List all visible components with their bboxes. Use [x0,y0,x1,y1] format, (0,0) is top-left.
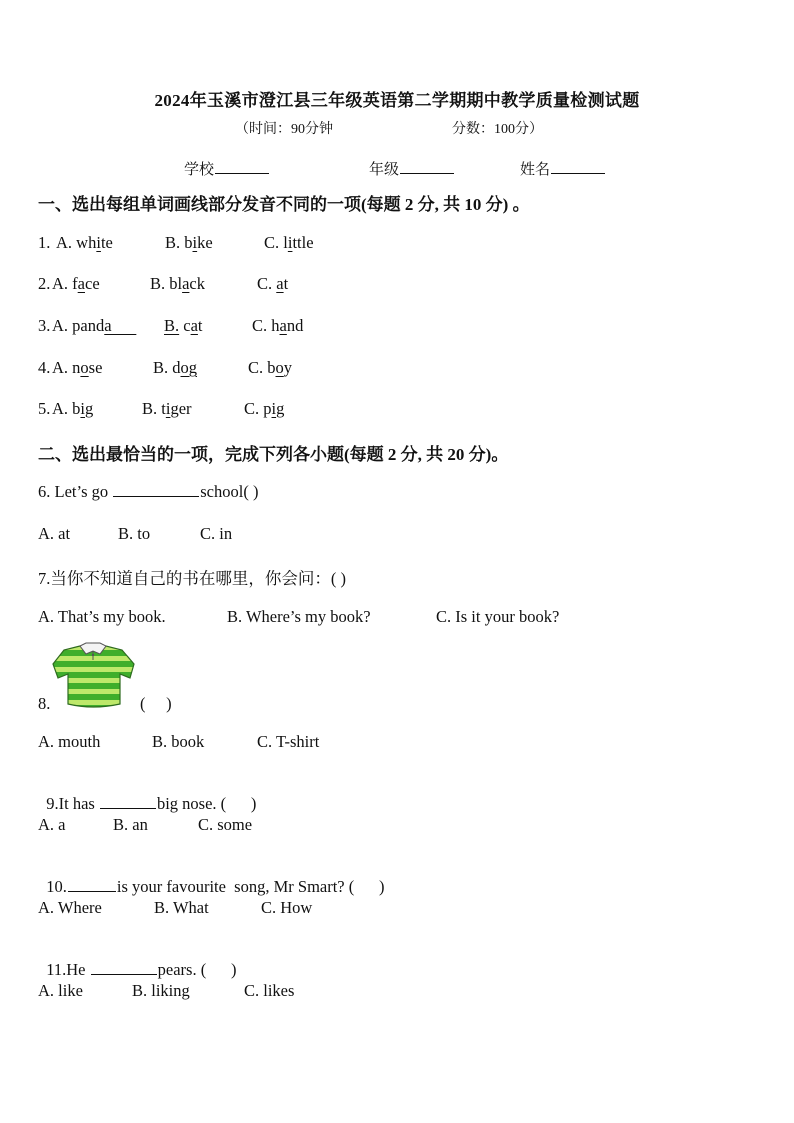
question-5 [38,399,738,421]
q5-b-post: ger [170,399,192,418]
q5-option-b[interactable] [142,399,192,419]
q4-b-underlined: og [180,358,198,377]
q11-options [38,981,738,1003]
q5-option-c[interactable] [244,399,284,419]
q7-option-a[interactable]: A. That’s my book. [38,607,166,626]
grade-label: 年级 [369,162,400,178]
q1-c-pre: C. l [264,233,288,252]
q3-a-pre: A. pand [52,316,105,335]
q3-b-post: t [197,316,203,335]
q3-c-pre: C. h [252,316,280,335]
q8-option-a[interactable]: A. mouth [38,732,101,751]
q10-option-a[interactable]: A. Where [38,898,102,917]
q8-options [38,732,738,754]
question-6 [38,482,258,502]
q11-option-c[interactable]: C. likes [244,981,295,1000]
q1-a-pre: A. wh [56,233,97,252]
q10-option-c[interactable]: C. How [261,898,313,917]
q2-a-pre: A. f [52,274,78,293]
q10-text-post: is your favourite song, Mr Smart? ( ) [116,877,385,896]
question-3-number: 3. [38,316,51,335]
exam-time: （时间：90分钟 [235,122,333,137]
q6-blank[interactable] [113,482,199,497]
q10-options [38,898,738,920]
q5-b-underlined: i [165,399,171,418]
q3-c-post: nd [286,316,304,335]
q4-option-c[interactable] [248,358,292,378]
q10-option-b[interactable]: B. What [154,898,209,917]
section2-heading: 二、选出最恰当的一项，完成下列各小题(每题 2 分, 共 20 分)。 [38,445,509,464]
q9-option-b[interactable]: B. an [113,815,148,834]
q2-b-post: ck [189,274,205,293]
tshirt-image [50,640,136,712]
q7-options [38,607,738,629]
question-2-number: 2. [38,274,51,293]
q5-a-pre: A. b [52,399,81,418]
q7-option-b[interactable]: B. Where’s my book? [227,607,371,626]
q9-blank[interactable] [100,794,156,809]
question-11 [38,940,236,980]
q3-b-pre: c [179,316,191,335]
grade-field[interactable] [369,158,455,179]
q6-text-pre: 6. Let’s go [38,482,113,501]
q5-a-underlined: i [80,399,86,418]
name-blank[interactable] [551,159,605,174]
q11-text-post: pears. ( ) [157,960,237,979]
q4-a-post: se [88,358,103,377]
name-label: 姓名 [520,162,551,178]
q3-c-underlined: a [279,316,287,335]
question-9 [38,774,256,814]
section1-heading: 一、选出每组单词画线部分发音不同的一项(每题 2 分, 共 10 分) 。 [38,195,530,214]
q2-b-pre: B. bl [150,274,183,293]
exam-score: 分数：100分） [452,122,543,137]
question-10 [38,857,385,897]
q1-a-post: te [100,233,113,252]
q6-option-a[interactable]: A. at [38,524,71,543]
q9-option-a[interactable]: A. a [38,815,66,834]
school-blank[interactable] [215,159,269,174]
q8-option-b[interactable]: B. book [152,732,205,751]
q4-c-underlined: o [275,358,284,377]
q4-c-pre: C. b [248,358,276,377]
q1-option-a[interactable] [56,233,113,253]
grade-blank[interactable] [400,159,454,174]
q9-text-pre: 9.It has [46,794,99,813]
q1-b-underlined: i [192,233,198,252]
question-7: 7.当你不知道自己的书在哪里，你会问：( ) [38,569,346,588]
q5-b-pre: B. t [142,399,166,418]
question-5-number: 5. [38,399,51,418]
question-3 [38,316,738,338]
q3-option-b[interactable] [164,316,203,336]
school-field[interactable] [184,158,270,179]
q2-a-underlined: a [77,274,85,293]
question-1 [38,233,738,255]
q2-c-underlined: a [276,274,284,293]
q1-option-b[interactable] [165,233,213,253]
q6-options [38,524,738,546]
question-4 [38,358,738,380]
q5-c-post: g [276,399,285,418]
q2-option-b[interactable] [150,274,205,294]
q2-a-post: ce [85,274,100,293]
q4-b-pre: B. d [153,358,181,377]
q1-option-c[interactable] [264,233,314,253]
question-1-number: 1. [38,233,51,252]
question-8-number: 8. [38,694,51,713]
question-2 [38,274,738,296]
q2-option-c[interactable] [257,274,288,294]
q5-a-post: g [85,399,94,418]
q2-option-a[interactable] [52,274,100,294]
q10-blank[interactable] [68,877,116,892]
q2-c-post: t [283,274,289,293]
q2-b-underlined: a [182,274,190,293]
q2-c-pre: C. [257,274,277,293]
q5-c-underlined: i [271,399,277,418]
q6-option-c[interactable]: C. in [200,524,233,543]
q1-a-underlined: i [96,233,101,252]
q3-b-label-underlined: B. [164,316,180,335]
q4-option-a[interactable] [52,358,102,378]
q5-c-pre: C. p [244,399,272,418]
q6-text-post: school( ) [200,482,259,501]
q9-text-post: big nose. ( ) [156,794,257,813]
q1-c-underlined: i [287,233,293,252]
q11-option-b[interactable]: B. liking [132,981,190,1000]
page-title: 2024年玉溪市澄江县三年级英语第二学期期中教学质量检测试题 [154,91,640,110]
q11-blank[interactable] [91,960,157,975]
q7-option-c[interactable]: C. Is it your book? [436,607,560,626]
q10-text-pre: 10. [46,877,67,896]
school-label: 学校 [184,162,215,178]
q4-c-post: y [283,358,293,377]
q1-b-pre: B. b [165,233,193,252]
q3-option-a[interactable] [52,316,136,336]
q1-c-post: ttle [292,233,314,252]
q3-a-underlined: a [104,316,137,335]
q5-option-a[interactable] [52,399,93,419]
q3-b-underlined: a [190,316,198,335]
question-4-number: 4. [38,358,51,377]
q3-option-c[interactable] [252,316,303,336]
q11-option-a[interactable]: A. like [38,981,83,1000]
name-field[interactable] [520,158,606,179]
q9-options [38,815,738,837]
q6-option-b[interactable]: B. to [118,524,151,543]
q4-option-b[interactable] [153,358,197,378]
q1-b-post: ke [197,233,213,252]
q8-option-c[interactable]: C. T-shirt [257,732,320,751]
q11-text-pre: 11.He [46,960,90,979]
q4-a-pre: A. n [52,358,81,377]
q9-option-c[interactable]: C. some [198,815,253,834]
q8-answer-paren[interactable]: ( ) [140,694,172,713]
q4-a-underlined: o [80,358,89,377]
